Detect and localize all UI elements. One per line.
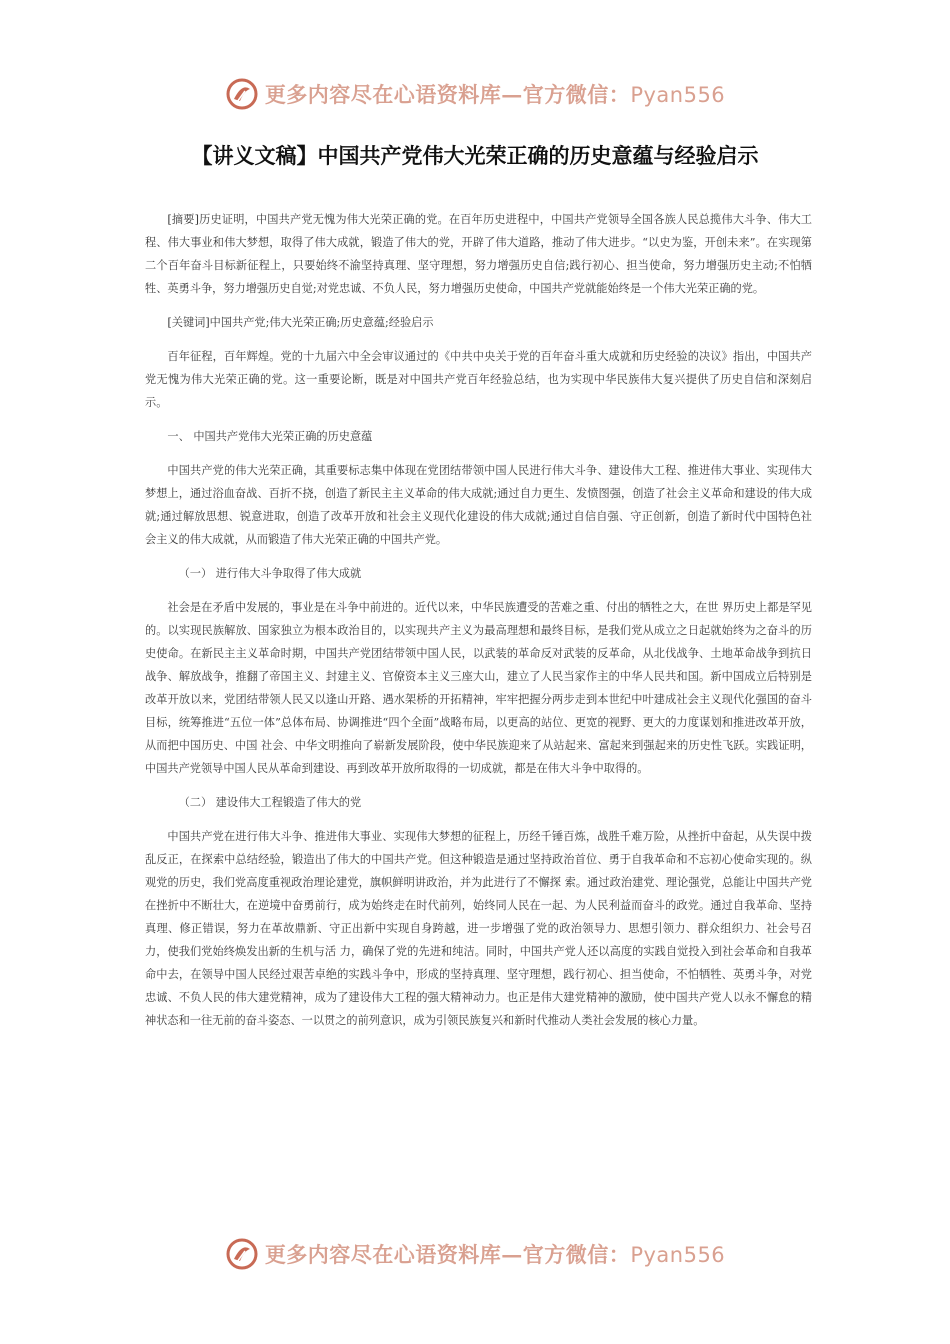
banner-text: 更多内容尽在心语资料库—官方微信：Pyan556 [264, 1242, 726, 1267]
logo-icon [225, 77, 259, 111]
document-title: 【讲义文稿】中国共产党伟大光荣正确的历史意蕴与经验启示 [191, 144, 759, 168]
abstract-paragraph: [摘要]历史证明，中国共产党无愧为伟大光荣正确的党。在百年历史进程中，中国共产党领导全国各族人民总揽伟大斗争、伟大工程、伟大事业和伟大梦想，取得了伟大成就，锻造了伟大的党，开辟了伟大道路，推动了伟大进步。“以史为鉴，开创未来”。在实现第二个百年奋斗目标新征程上，只要始终不渝坚持真理、坚守理想，努力增强历史自信;践行初心、担当使命，努力增强历史主动;不怕牺牲、英勇斗争，努力增强历史自觉;对党忠诚、不负人民，努力增强历史使命，中国共产党就能始终是一个伟大光荣正确的党。 [145, 213, 812, 295]
intro-paragraph: 百年征程，百年辉煌。党的十九届六中全会审议通过的《中共中央关于党的百年奋斗重大成就和历史经验的决议》指出，中国共产党无愧为伟大光荣正确的党。这一重要论断，既是对中国共产党百年经验总结，也为实现中华民族伟大复兴提供了历史自信和深刻启示。 [145, 350, 812, 409]
subsection-heading: （一） 进行伟大斗争取得了伟大成就 [178, 567, 362, 580]
watermark-banner-bottom [0, 1234, 950, 1274]
banner-text: 更多内容尽在心语资料库—官方微信：Pyan556 [264, 82, 726, 107]
document-body [145, 208, 812, 1043]
keywords-paragraph: [关键词]中国共产党;伟大光荣正确;历史意蕴;经验启示 [167, 316, 434, 329]
logo-icon [225, 1237, 259, 1271]
subsection-paragraph: 社会是在矛盾中发展的，事业是在斗争中前进的。近代以来，中华民族遭受的苦难之重、付出的牺牲之大，在世 界历史上都是罕见的。以实现民族解放、国家独立为根本政治目的，以实现共产主义为最高理想和最终目标，是我们党从成立之日起就始终为之奋斗的历史使命。在新民主主义革命时期，中国共产党团结带领中国人民，以武装的革命反对武装的反革命，从北伐战争、土地革命战争到抗日战争、解放战争，推翻了帝国主义、封建主义、官僚资本主义三座大山，建立了人民当家作主的中华人民共和国。新中国成立后特别是改革开放以来，党团结带领人民又以逢山开路、遇水架桥的开拓精神，牢牢把握分两步走到本世纪中叶建成社会主义现代化强国的奋斗目标，统筹推进“五位一体”总体布局、协调推进“四个全面”战略布局，以更高的站位、更宽的视野、更大的力度谋划和推进改革开放，从而把中国历史、中国 社会、中华文明推向了崭新发展阶段，使中华民族迎来了从站起来、富起来到强起来的历史性飞跃。实践证明，中国共产党领导中国人民从革命到建设、再到改革开放所取得的一切成就，都是在伟大斗争中取得的。 [145, 601, 812, 775]
section-heading: 一、 中国共产党伟大光荣正确的历史意蕴 [167, 430, 373, 443]
subsection-paragraph: 中国共产党在进行伟大斗争、推进伟大事业、实现伟大梦想的征程上，历经千锤百炼，战胜千难万险，从挫折中奋起，从失误中拨乱反正，在探索中总结经验，锻造出了伟大的中国共产党。但这种锻造是通过坚持政治首位、勇于自我革命和不忘初心使命实现的。纵观党的历史，我们党高度重视政治理论建党，旗帜鲜明讲政治，并为此进行了不懈探 索。通过政治建党、理论强党，总能让中国共产党在挫折中不断壮大，在逆境中奋勇前行，成为始终走在时代前列，始终同人民在一起、为人民利益而奋斗的政党。通过自我革命、坚持真理、修正错误，努力在革故鼎新、守正出新中实现自身跨越，进一步增强了党的政治领导力、思想引领力、群众组织力、社会号召力，使我们党始终焕发出新的生机与活 力，确保了党的先进和纯洁。同时，中国共产党人还以高度的实践自觉投入到社会革命和自我革命中去，在领导中国人民经过艰苦卓绝的实践斗争中，形成的坚持真理、坚守理想，践行初心、担当使命，不怕牺牲、英勇斗争，对党忠诚、不负人民的伟大建党精神，成为了建设伟大工程的强大精神动力。也正是伟大建党精神的激励，使中国共产党人以永不懈怠的精神状态和一往无前的奋斗姿态、一以贯之的前列意识，成为引领民族复兴和新时代推动人类社会发展的核心力量。 [145, 830, 812, 1027]
subsection-heading: （二） 建设伟大工程锻造了伟大的党 [178, 796, 362, 809]
section-paragraph: 中国共产党的伟大光荣正确，其重要标志集中体现在党团结带领中国人民进行伟大斗争、建设伟大工程、推进伟大事业、实现伟大梦想上，通过浴血奋战、百折不挠，创造了新民主主义革命的伟大成就;通过自力更生、发愤图强，创造了社会主义革命和建设的伟大成就;通过解放思想、锐意进取，创造了改革开放和社会主义现代化建设的伟大成就;通过自信自强、守正创新，创造了新时代中国特色社会主义的伟大成就，从而锻造了伟大光荣正确的中国共产党。 [145, 464, 812, 546]
watermark-banner-top [0, 74, 950, 114]
